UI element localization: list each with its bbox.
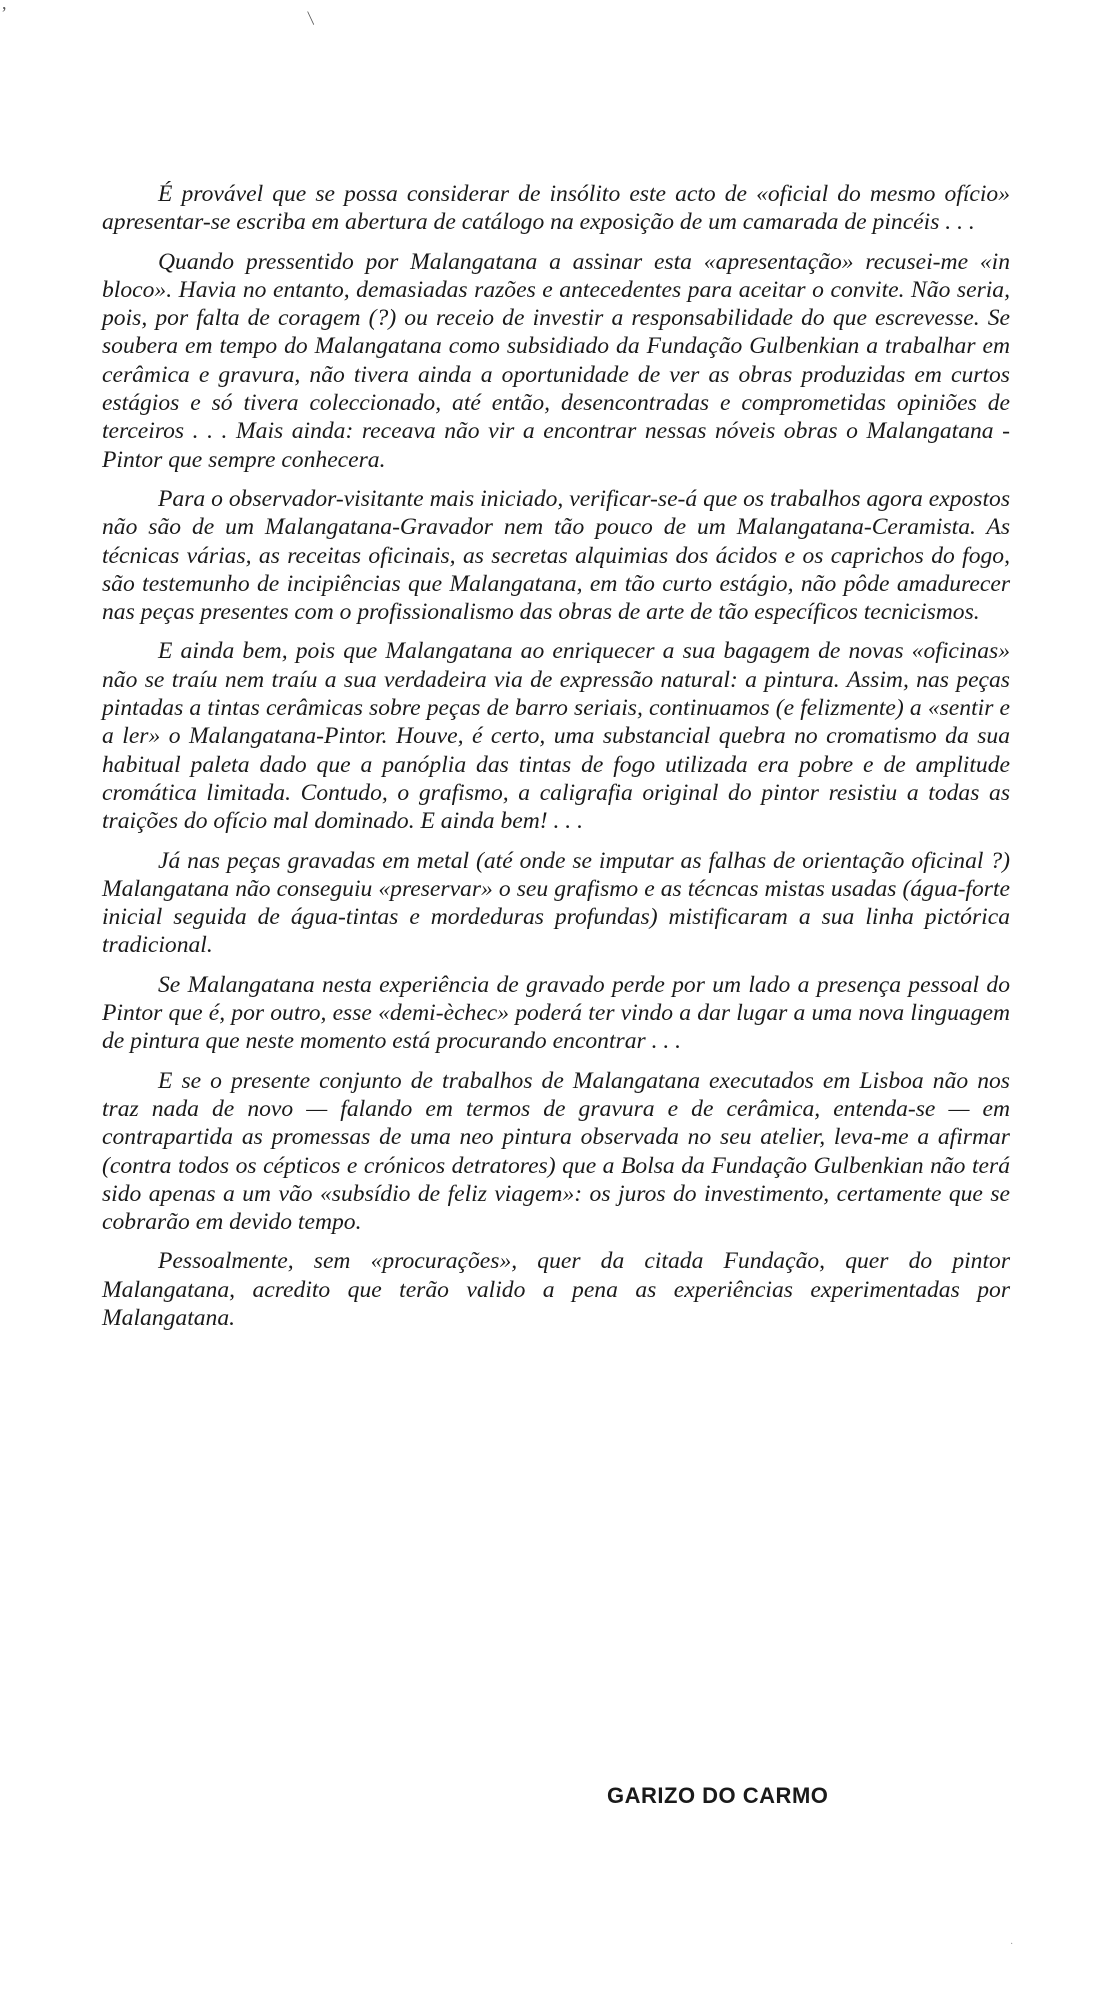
paragraph: Pessoalmente, sem «procurações», quer da citada Fundação, quer do pintor Malangatana, acredito que terão valido a pena as experiências experimentadas por Malangatana. [102, 1248, 1010, 1331]
paragraph: Já nas peças gravadas em metal (até onde se imputar as falhas de orientação oficinal ?) Malangatana não conseguiu «preservar» o seu grafismo e as técncas mistas usadas (água-forte inicial seguida de água-tintas e mordeduras profundas) mistificaram a sua linha pictórica tradicional. [102, 847, 1010, 959]
paragraph: É provável que se possa considerar de insólito este acto de «oficial do mesmo ofício» apresentar-se escriba em abertura de catálogo na exposição de um camarada de pincéis . . . [102, 181, 1010, 236]
paragraph: Se Malangatana nesta experiência de gravado perde por um lado a presença pessoal do Pintor que é, por outro, esse «demi-èchec» poderá ter vindo a dar lugar a uma nova linguagem de pintura que neste momento está procurando encontrar . . . [102, 971, 1010, 1055]
scan-mark: | [305, 9, 316, 26]
scan-mark: , [2, 0, 7, 13]
paragraph: Quando pressentido por Malangatana a assinar esta «apresentação» recusei-me «in bloco». Havia no entanto, demasiadas razões e antecedentes para aceitar o convite. Não seria, pois, por falta de coragem (?) ou receio de investir a responsabilidade do que escrevesse. Se soubera em tempo do Malangatana como subsidiado da Fundação Gulbenkian a trabalhar em cerâmica e gravura, não tivera ainda a oportunidade de ver as obras produzidas em curtos estágios e só tivera coleccionado, até então, desencontradas e comprometidas opiniões de terceiros . . . Mais ainda: receava não vir a encontrar nessas nóveis obras o Malangatana - Pintor que sempre conhecera. [102, 248, 1010, 473]
paragraph: Para o observador-visitante mais iniciado, verificar-se-á que os trabalhos agora expostos não são de um Malangatana-Gravador nem tão pouco de um Malangatana-Ceramista. As técnicas várias, as receitas oficinais, as secretas alquimias dos ácidos e os caprichos do fogo, são testemunho de incipiências que Malangatana, em tão curto estágio, não pôde amadurecer nas peças presentes com o profissionalismo das obras de arte de tão específicos tecnicismos. [102, 485, 1010, 626]
paragraph: E se o presente conjunto de trabalhos de Malangatana executados em Lisboa não nos traz nada de novo — falando em termos de gravura e de cerâmica, entenda-se — em contrapartida as promessas de uma neo pintura observada no seu atelier, leva-me a afirmar (contra todos os cépticos e crónicos detratores) que a Bolsa da Fundação Gulbenkian não terá sido apenas a um vão «subsídio de feliz viagem»: os juros do investimento, certamente que se cobrarão em devido tempo. [102, 1067, 1010, 1236]
paragraph: E ainda bem, pois que Malangatana ao enriquecer a sua bagagem de novas «oficinas» não se traíu nem traíu a sua verdadeira via de expressão natural: a pintura. Assim, nas peças pintadas a tintas cerâmicas sobre peças de barro seriais, continuamos (e felizmente) a «sentir e a ler» o Malangatana-Pintor. Houve, é certo, uma substancial quebra no cromatismo da sua habitual paleta dado que a panóplia das tintas de fogo utilizada era pobre e de amplitude cromática limitada. Contudo, o grafismo, a caligrafia original do pintor resistiu a todas as traições do ofício mal dominado. E ainda bem! . . . [102, 638, 1010, 835]
scan-mark: · [1010, 1939, 1014, 1950]
catalog-introduction-text [102, 180, 1010, 1343]
author-signature: GARIZO DO CARMO [607, 1783, 829, 1808]
